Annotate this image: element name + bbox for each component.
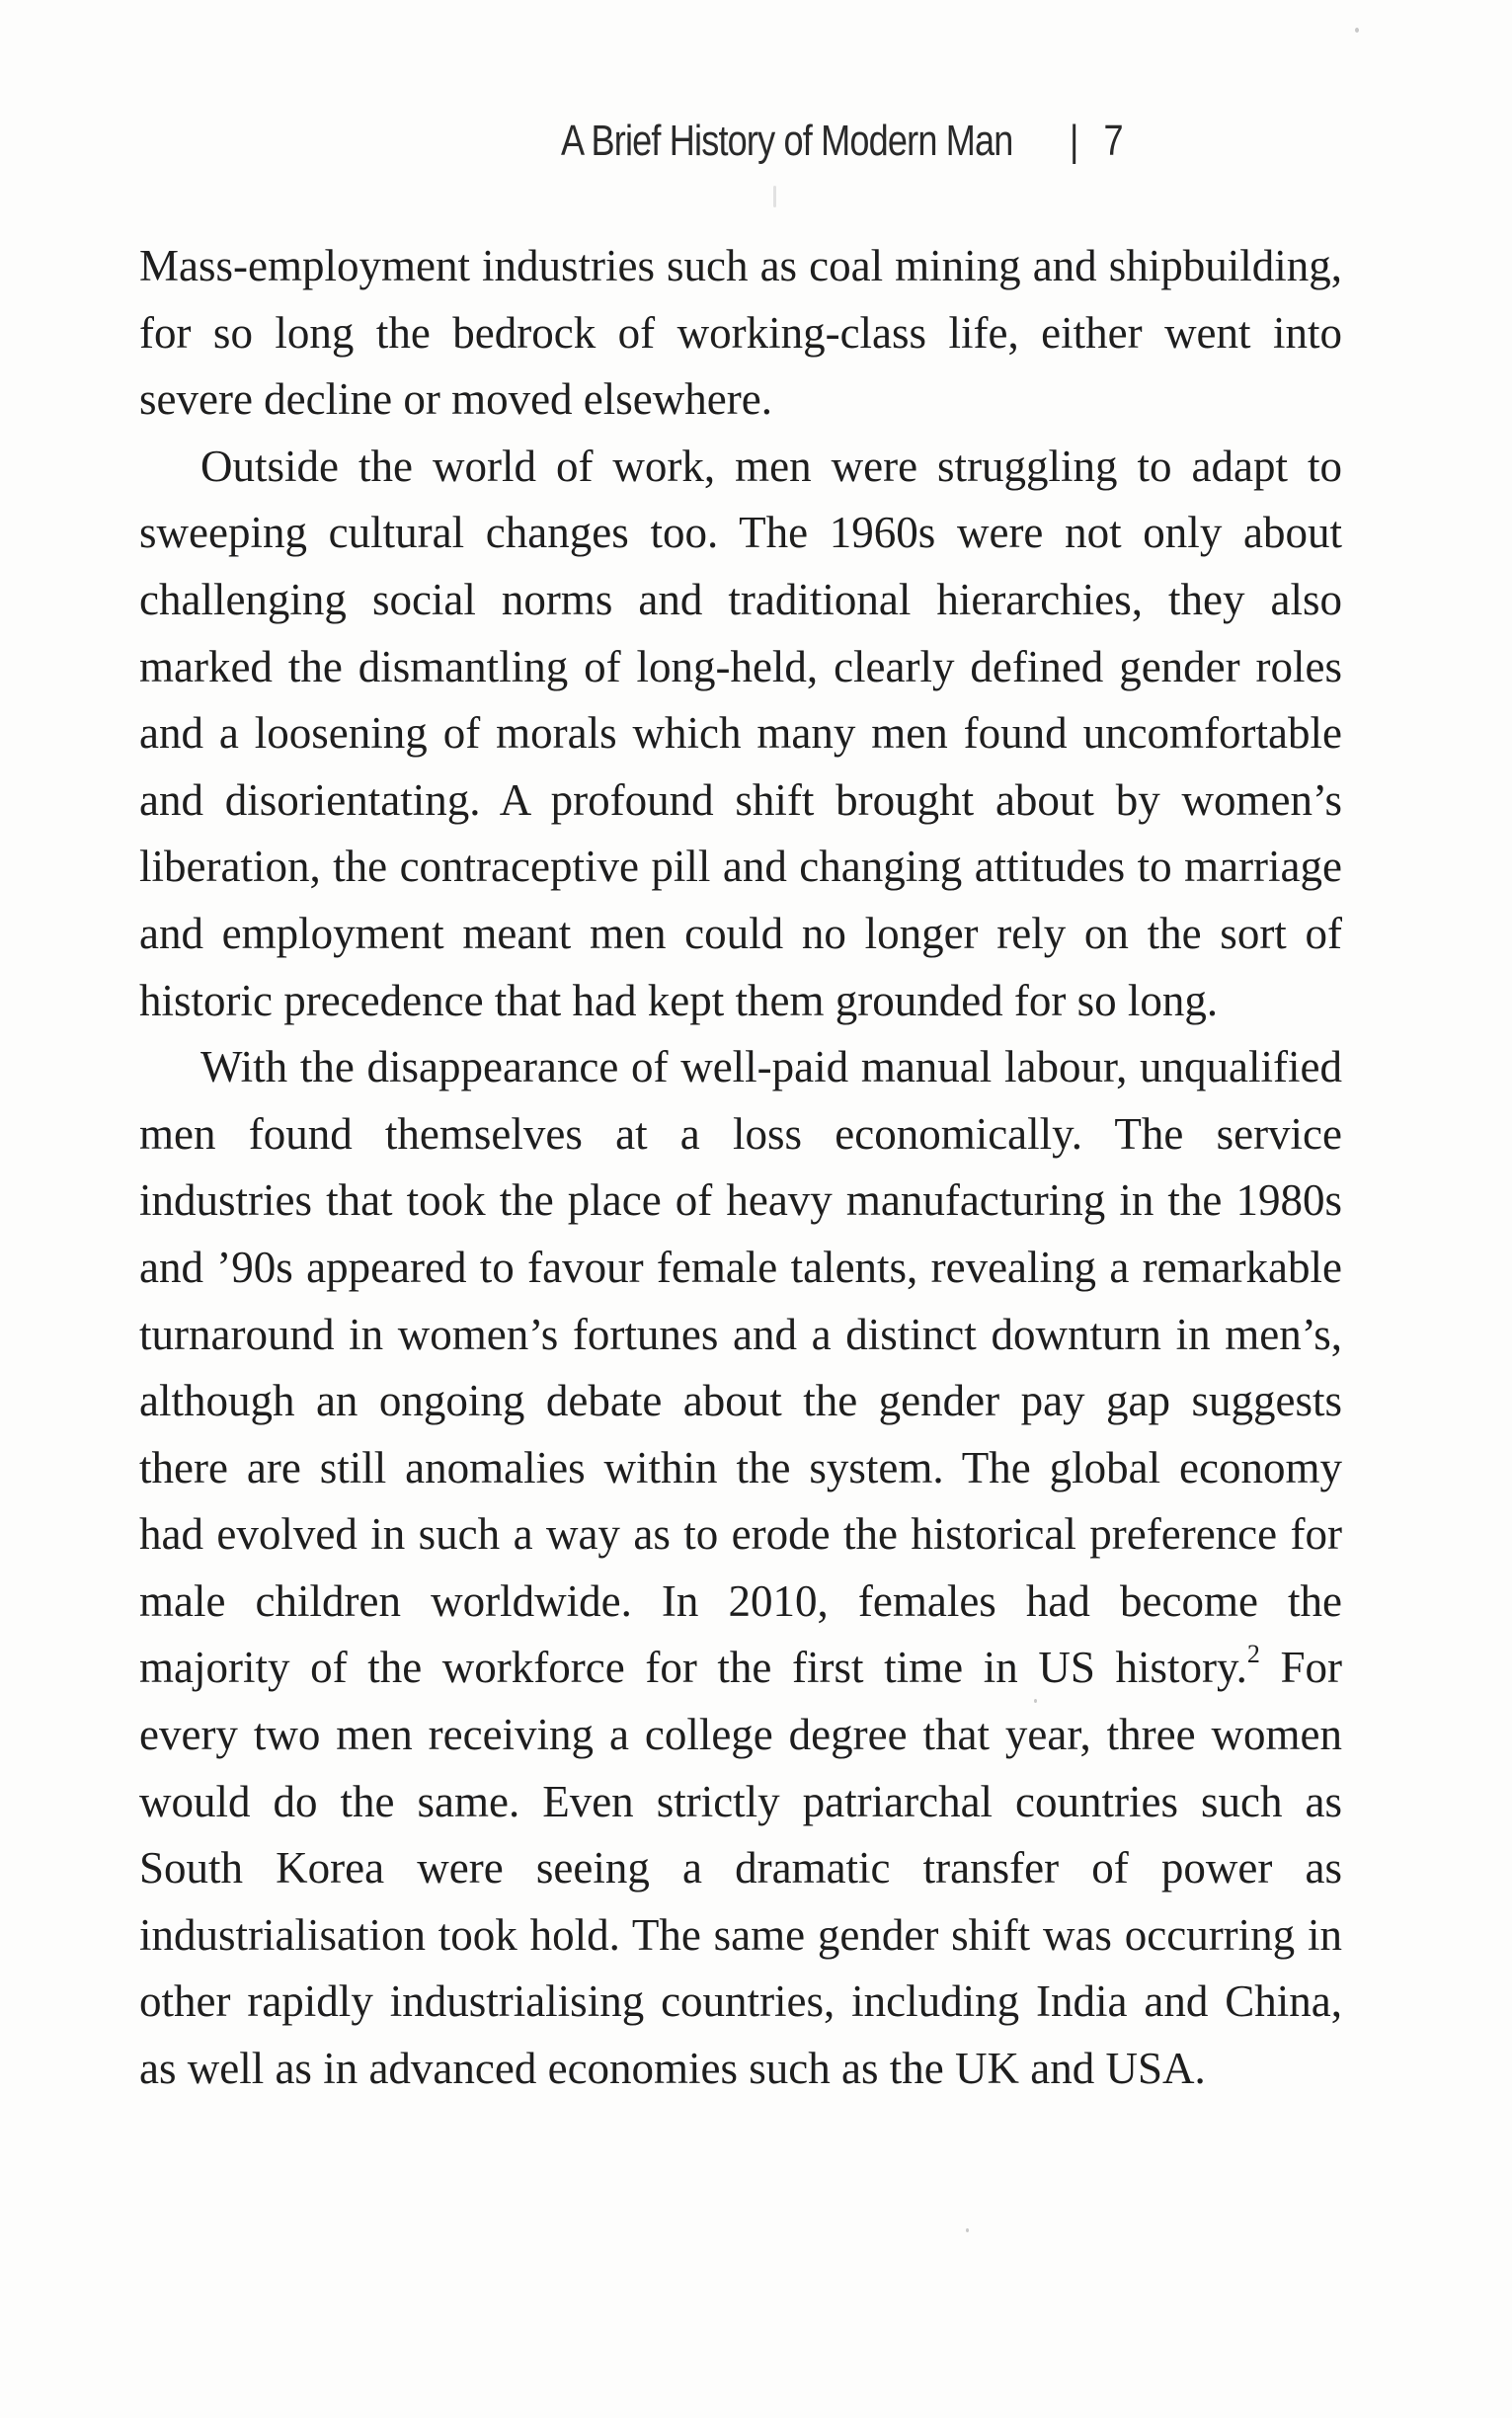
page-number: 7: [1103, 117, 1123, 165]
header-separator: |: [1070, 117, 1078, 165]
paragraph-2: Outside the world of work, men were struggling to adapt to sweeping cultural changes too. The 1960s were not only about challenging social norms and traditional hierarchies, they also marked the dismantling of long-held, clearly defined gender roles and a loosening of morals which many men found uncomfortable and disorientating. A profound shift brought about by women’s liberation, the contraceptive pill and changing attitudes to marriage and employment meant men could no longer rely on the sort of historic precedence that had kept them grounded for so long.: [139, 441, 1342, 1025]
paragraph-3: [139, 1034, 1342, 2103]
paragraph-3-text-b: For every two men receiving a college degree that year, three women would do the same. Even strictly patriarchal countries such as South Korea were seeing a dramatic transfer of power as industrialisation took hold. The same gender shift was occurring in other rapidly industrialising countries, including India and China, as well as in advanced economies such as the UK and USA.: [139, 1643, 1342, 2094]
body-text: [139, 233, 1342, 2103]
paper-speck: [966, 2228, 969, 2232]
paper-speck: [1355, 28, 1359, 33]
paragraph-3-text-a: With the disappearance of well-paid manual labour, unqualified men found themselves at a loss economically. The service industries that took the place of heavy manufacturing in the 1980s and ’90s appeared to favour female talents, revealing a remarkable turnaround in women’s fortunes and a distinct downturn in men’s, although an ongoing debate about the gender pay gap suggests there are still anomalies within the system. The global economy had evolved in such a way as to erode the historical preference for male children worldwide. In 2010, females had become the majority of the workforce for the first time in US history.: [139, 1042, 1342, 1693]
paper-speck: [1034, 1699, 1037, 1703]
paper-speck: [773, 186, 776, 207]
footnote-marker: 2: [1246, 1640, 1260, 1669]
paragraph-1: Mass-employment industries such as coal mining and shipbuilding, for so long the bedrock of working-class life, either went into severe decline or moved elsewhere.: [139, 241, 1342, 425]
running-title: A Brief History of Modern Man: [561, 117, 1013, 165]
running-header: [138, 117, 1126, 186]
